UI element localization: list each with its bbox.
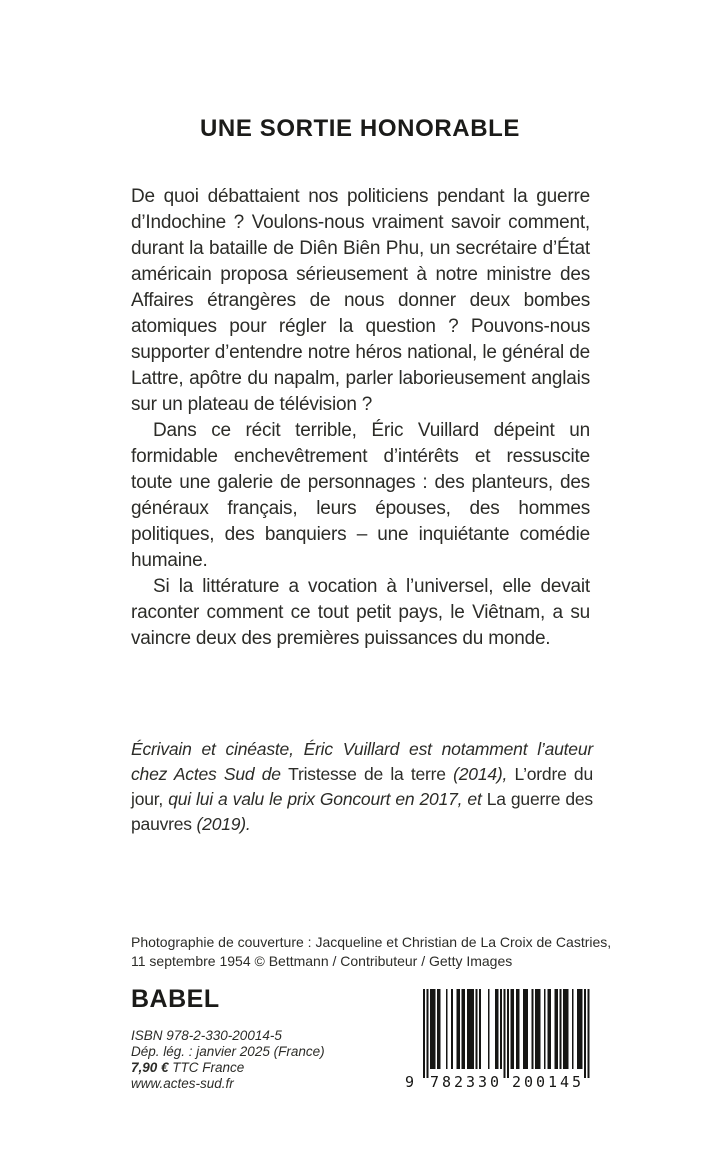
bio-book-title: La guerre des pauvres <box>131 789 593 834</box>
legal-deposit-line: Dép. lég. : janvier 2025 (France) <box>131 1044 325 1059</box>
synopsis <box>131 184 590 652</box>
barcode-digit-prefix: 9 <box>405 1073 415 1089</box>
price-line <box>131 1060 325 1076</box>
bio-segment: (2019). <box>196 814 251 834</box>
cover-photo-credit <box>131 933 651 970</box>
publisher-website: www.actes-sud.fr <box>131 1076 234 1091</box>
book-title: UNE SORTIE HONORABLE <box>199 115 520 142</box>
price-amount: 7,90 € <box>131 1060 169 1075</box>
bio-segment: qui lui a valu le prix Goncourt en 2017, et <box>168 789 487 809</box>
isbn-line: ISBN 978-2-330-20014-5 <box>131 1028 282 1043</box>
synopsis-paragraph-3: Si la littérature a vocation à l’universel, elle devait raconter comment ce tout petit pays, le Viêtnam, a su vaincre deux des premières puissances du monde. <box>131 576 590 649</box>
credit-line-1: Photographie de couverture : Jacqueline et Christian de La Croix de Castries, <box>131 934 612 950</box>
bio-book-title: Tristesse de la terre <box>288 764 454 784</box>
barcode-digits-right: 200145 <box>512 1073 581 1089</box>
barcode-digits-left: 782330 <box>430 1073 499 1089</box>
bio-segment: (2014), <box>453 764 515 784</box>
synopsis-paragraph-1: De quoi débattaient nos politiciens pendant la guerre d’Indochine ? Voulons-nous vraiment savoir comment, durant la bataille de Diên Biên Phu, un secrétaire d’État américain proposa sérieusement à notre ministre des Affaires étrangères de nous donner deux bombes atomiques pour régler la question ? Pouvons-nous supporter d’entendre notre héros national, le général de Lattre, apôtre du napalm, parler laborieusement anglais sur un plateau de télévision ? <box>131 186 590 415</box>
bio-book-title: L’ordre du jour, <box>131 764 593 809</box>
price-suffix: TTC France <box>168 1060 245 1075</box>
author-bio <box>131 737 593 837</box>
credit-line-2: 11 septembre 1954 © Bettmann / Contributeur / Getty Images <box>131 952 513 969</box>
publication-info <box>131 1028 325 1092</box>
ean-barcode <box>402 989 592 1089</box>
bio-segment: Écrivain et cinéaste, Éric Vuillard est notamment l’auteur chez Actes Sud de <box>131 739 593 784</box>
babel-imprint-logo: BABEL <box>131 985 220 1013</box>
ean-barcode-svg <box>402 989 592 1089</box>
synopsis-paragraph-2: Dans ce récit terrible, Éric Vuillard dépeint un formidable enchevêtrement d’intérêts et ressuscite toute une galerie de personnages : des planteurs, des généraux français, leurs épouses, des hommes politiques, des banquiers – une inquiétante comédie humaine. <box>131 420 590 571</box>
